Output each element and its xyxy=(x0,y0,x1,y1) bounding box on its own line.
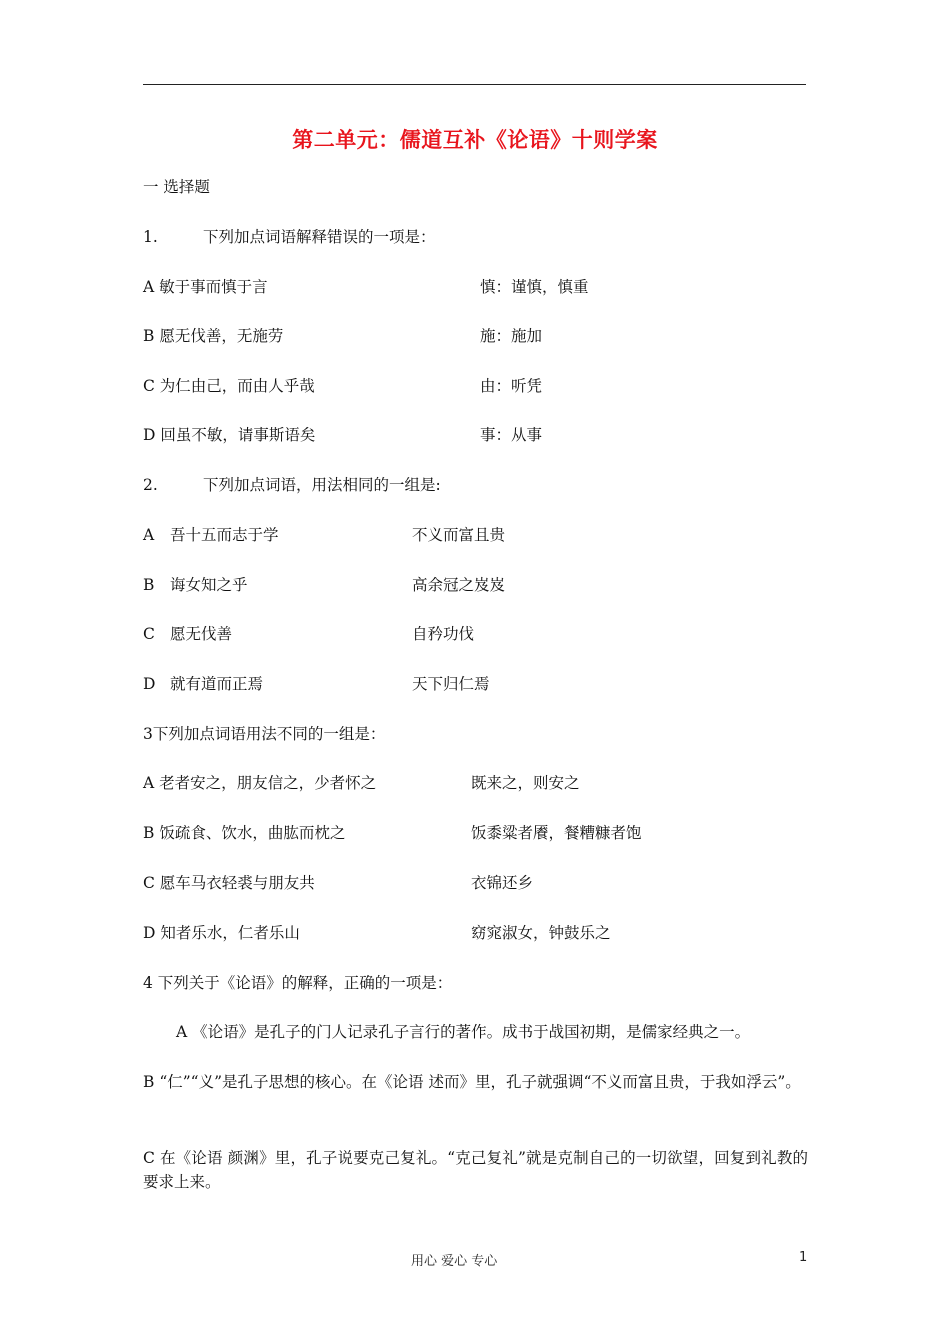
q4-stem: 4 下列关于《论语》的解释，正确的一项是： xyxy=(143,974,453,992)
header-rule xyxy=(143,84,806,85)
footer-motto: 用心 爱心 专心 xyxy=(411,1254,498,1269)
q3-option-a: A 老者安之，朋友信之，少者怀之 xyxy=(143,774,377,792)
q2-option-c-compare: 自矜功伐 xyxy=(412,625,475,643)
q3-option-d-compare: 窈窕淑女，钟鼓乐之 xyxy=(471,924,611,942)
q2-option-a-letter: A xyxy=(143,526,155,544)
q3-option-b: B 饭疏食、饮水，曲肱而枕之 xyxy=(143,824,346,842)
q4-option-b: B “仁”“义”是孔子思想的核心。在《论语 述而》里，孔子就强调“不义而富且贵，于我如浮云”。 xyxy=(143,1073,801,1091)
q3-stem: 3下列加点词语用法不同的一组是： xyxy=(143,725,386,743)
q2-number: 2. xyxy=(143,476,158,494)
q1-option-c: C 为仁由己，而由人乎哉 xyxy=(143,377,315,395)
q3-option-a-compare: 既来之，则安之 xyxy=(471,774,580,792)
q3-option-c: C 愿车马衣轻裘与朋友共 xyxy=(143,874,315,892)
q1-option-d-note: 事：从事 xyxy=(480,426,543,444)
q2-option-d-letter: D xyxy=(143,675,156,693)
section-heading: 一 选择题 xyxy=(143,178,210,196)
q1-option-c-note: 由：听凭 xyxy=(480,377,543,395)
q1-stem: 下列加点词语解释错误的一项是： xyxy=(203,228,436,246)
q2-option-a: 吾十五而志于学 xyxy=(170,526,279,544)
q2-option-b-letter: B xyxy=(143,576,155,594)
q3-option-c-compare: 衣锦还乡 xyxy=(471,874,534,892)
q3-option-b-compare: 饭黍粱者餍，餐糟糠者饱 xyxy=(471,824,642,842)
q1-option-b-note: 施：施加 xyxy=(480,327,543,345)
q2-option-d-compare: 天下归仁焉 xyxy=(412,675,490,693)
q2-stem: 下列加点词语，用法相同的一组是: xyxy=(203,476,441,494)
q4-option-c: C 在《论语 颜渊》里，孔子说要克己复礼。“克己复礼”就是克制自己的一切欲望，回复到礼教的要求上来。 xyxy=(143,1149,808,1191)
q1-option-a-note: 慎：谨慎，慎重 xyxy=(480,278,589,296)
q2-option-d: 就有道而正焉 xyxy=(170,675,264,693)
q2-option-c-letter: C xyxy=(143,625,155,643)
q1-number: 1. xyxy=(143,228,158,246)
q2-option-a-compare: 不义而富且贵 xyxy=(412,526,506,544)
page-title: 第二单元：儒道互补《论语》十则学案 xyxy=(292,128,658,152)
q2-option-b: 诲女知之乎 xyxy=(170,576,248,594)
q1-option-a: A 敏于事而慎于言 xyxy=(143,278,268,296)
page-number: 1 xyxy=(799,1250,808,1265)
q4-option-a: A 《论语》是孔子的门人记录孔子言行的著作。成书于战国初期，是儒家经典之一。 xyxy=(176,1023,751,1041)
q3-option-d: D 知者乐水，仁者乐山 xyxy=(143,924,300,942)
q1-option-b: B 愿无伐善，无施劳 xyxy=(143,327,284,345)
q2-option-b-compare: 高余冠之岌岌 xyxy=(412,576,506,594)
q1-option-d: D 回虽不敏，请事斯语矣 xyxy=(143,426,316,444)
q2-option-c: 愿无伐善 xyxy=(170,625,233,643)
